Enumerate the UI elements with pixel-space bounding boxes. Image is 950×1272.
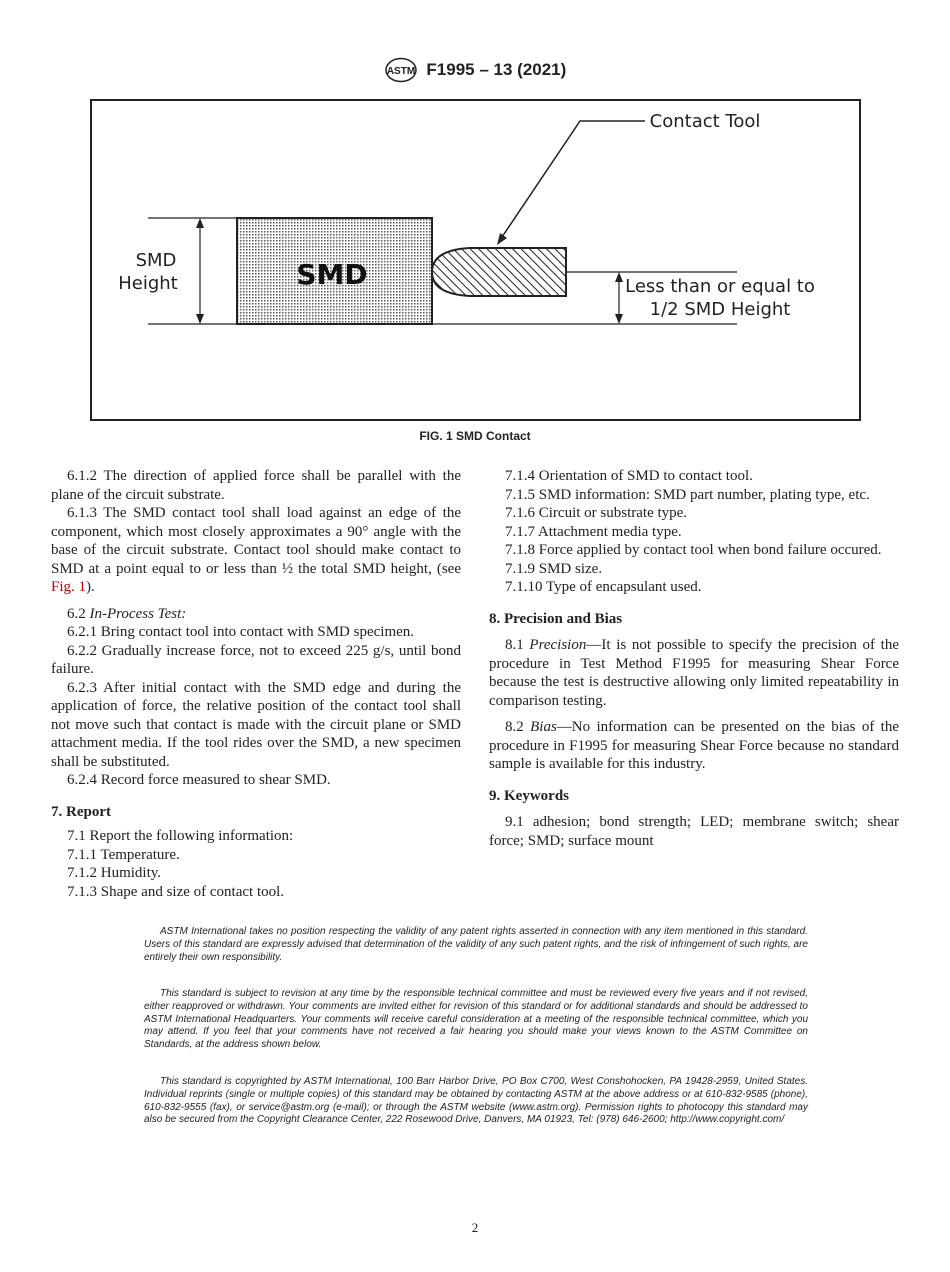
revision-notice: This standard is subject to revision at any time by the responsible technical committee and must be reviewed every five years and if not revised, either reapproved or withdrawn. Your comments are invited either for revision of this standard or for additional standards and should be addressed to ASTM International Headquarters. Your comments will receive careful consideration at a meeting of the responsible technical committee, which you may attend. If you feel that your comments have not received a fair hearing you should make your views known to the ASTM Committee on Standards, at the address shown below. [144, 988, 808, 1051]
section-8-heading: 8. Precision and Bias [489, 610, 623, 627]
para-7-1-9: 7.1.9 SMD size. [505, 560, 603, 577]
para-6-2-1: 6.2.1 Bring contact tool into contact with SMD specimen. [67, 624, 415, 640]
section-9-heading: 9. Keywords [489, 787, 569, 804]
para-7-1-10: 7.1.10 Type of encapsulant used. [505, 579, 702, 595]
less-than-label-2: 1/2 SMD Height [649, 299, 791, 320]
left-column [51, 467, 461, 901]
para-7-1-8: 7.1.8 Force applied by contact tool when bond failure occured. [505, 542, 882, 558]
para-7-1-4: 7.1.4 Orientation of SMD to contact tool. [505, 468, 753, 484]
para-6-2-2: 6.2.2 Gradually increase force, not to exceed 225 g/s, until bond failure. [51, 642, 461, 677]
para-6-2-4: 6.2.4 Record force measured to shear SMD. [67, 772, 331, 788]
smd-height-label-2: Height [118, 273, 178, 294]
para-6-2-3: 6.2.3 After initial contact with the SMD edge and during the application of force, the relative position of the contact tool shall not move such that contact is made with the circuit plane or SMD attachment media. If the tool rides over the SMD, a new specimen shall be substituted. [51, 679, 461, 770]
right-column [489, 467, 899, 850]
para-9-1: 9.1 adhesion; bond strength; LED; membrane switch; shear force; SMD; surface mount [489, 814, 899, 849]
standard-designation: F1995 – 13 (2021) [426, 60, 567, 79]
para-7-1-7: 7.1.7 Attachment media type. [505, 523, 682, 540]
page-number: 2 [471, 1220, 479, 1235]
para-7-1: 7.1 Report the following information: [67, 828, 294, 844]
para-8-2: 8.2 Bias—No information can be presented on the bias of the procedure in F1995 for measuring Shear Force because no standard sample is available for this industry. [489, 719, 900, 772]
contact-tool-shape [432, 248, 566, 296]
para-7-1-1: 7.1.1 Temperature. [67, 846, 180, 863]
para-7-1-5: 7.1.5 SMD information: SMD part number, plating type, etc. [505, 486, 870, 503]
smd-height-label-1: SMD [135, 250, 177, 271]
para-6-1-3: 6.1.3 The SMD contact tool shall load against an edge of the component, which most closely approximates a 90° angle with the base of the circuit substrate. Contact tool should make contact to SMD at a point equal to or less than ½ the total SMD height, (see Fig. 1). [51, 505, 461, 595]
patent-notice: ASTM International takes no position respecting the validity of any patent rights asserted in connection with any item mentioned in this standard. Users of this standard are expressly advised that determination of the validity of any such patent rights, and the risk of infringement of such rights, are entirely their own responsibility. [144, 926, 808, 963]
para-6-2: 6.2 In-Process Test: [67, 605, 187, 622]
smd-label: SMD [296, 258, 368, 291]
fig-1-link[interactable]: Fig. 1 [51, 579, 87, 595]
para-8-1: 8.1 Precision—It is not possible to specify the precision of the procedure in Test Method F1995 for measuring Shear Force because the test is destructive allowing only limited repeatability in comparison testing. [489, 637, 899, 709]
para-7-1-6: 7.1.6 Circuit or substrate type. [505, 505, 688, 521]
copyright-notice: This standard is copyrighted by ASTM International, 100 Barr Harbor Drive, PO Box C700, West Conshohocken, PA 19428-2959, United States. Individual reprints (single or multiple copies) of this standard may be obtained by contacting ASTM at the above address or at 610-832-9585 (phone), 610-832-9555 (fax), or service@astm.org (e-mail); or through the ASTM website (www.astm.org). Permission rights to photocopy this standard may also be secured from the Copyright Clearance Center, 222 Rosewood Drive, Danvers, MA 01923, Tel: (978) 646-2600; http://www.copyright.com/ [144, 1076, 808, 1126]
smd-contact-diagram [0, 0, 950, 430]
contact-tool-label: Contact Tool [649, 111, 761, 132]
astm-logo-text: ASTM [386, 66, 415, 77]
less-than-label-1: Less than or equal to [625, 276, 815, 297]
section-7-heading: 7. Report [51, 803, 111, 820]
para-6-1-2: 6.1.2 The direction of applied force shall be parallel with the plane of the circuit substrate. [51, 468, 461, 503]
figure-caption: FIG. 1 SMD Contact [419, 429, 531, 443]
para-7-1-2: 7.1.2 Humidity. [67, 865, 162, 881]
para-7-1-3: 7.1.3 Shape and size of contact tool. [67, 883, 285, 900]
